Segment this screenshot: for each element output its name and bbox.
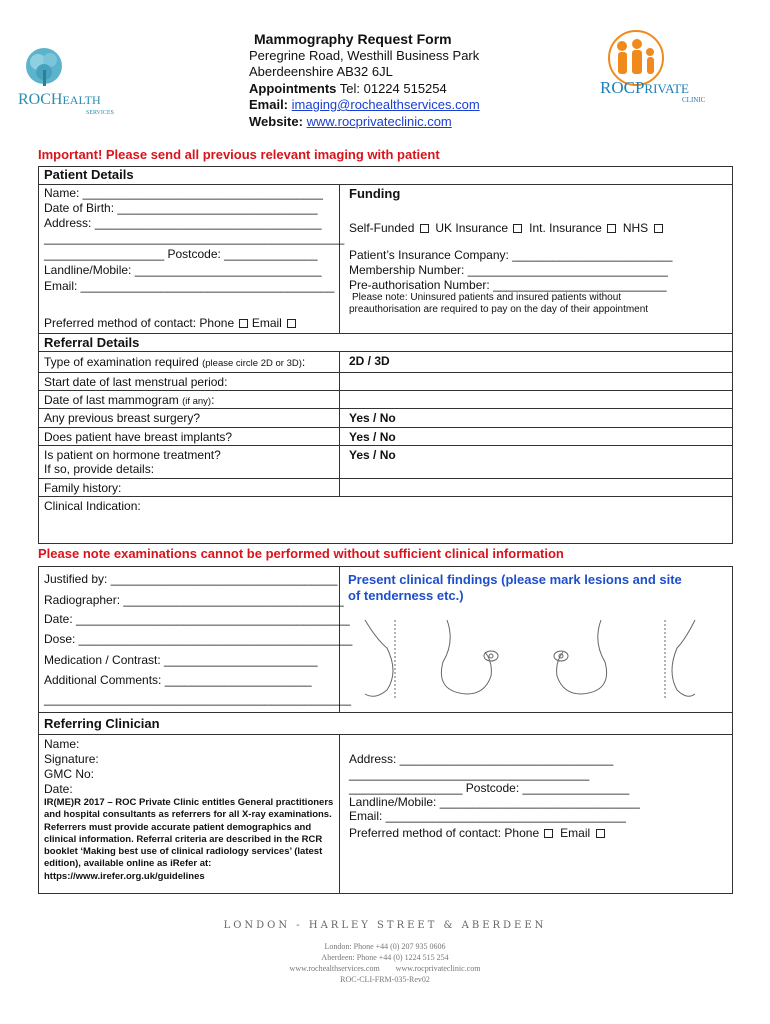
footer-aberdeen-phone: Aberdeen: Phone +44 (0) 1224 515 254 xyxy=(321,953,449,962)
patient-dob-field[interactable]: Date of Birth: ______________________________ xyxy=(44,201,318,215)
breast-implants-answer[interactable]: Yes / No xyxy=(349,430,396,444)
clinician-email-checkbox[interactable] xyxy=(596,829,605,838)
appointments-phone: Tel: 01224 515254 xyxy=(336,80,447,96)
divider xyxy=(38,372,733,373)
referral-details-heading: Referral Details xyxy=(44,335,140,350)
roc-private-logo xyxy=(596,30,724,110)
divider xyxy=(339,184,340,334)
breast-implants-question: Does patient have breast implants? xyxy=(44,430,233,444)
patient-postcode-field[interactable]: __________________ Postcode: ______________ xyxy=(44,247,318,261)
clinical-indication-field[interactable]: Clinical Indication: xyxy=(44,499,141,513)
clinician-gmc-field[interactable]: GMC No: xyxy=(44,767,95,781)
insurance-company-field[interactable]: Patient’s Insurance Company: ________________________ xyxy=(349,248,673,262)
footer-websites: www.rochealthservices.com www.rocprivateclinic.com xyxy=(289,964,481,973)
clinician-email-option-label: Email xyxy=(560,826,591,840)
last-mammogram-row[interactable] xyxy=(44,393,214,407)
clinical-findings-heading xyxy=(348,572,682,604)
clinician-preferred-contact xyxy=(349,826,605,840)
form-title: Mammography Request Form xyxy=(254,31,452,47)
email-checkbox[interactable] xyxy=(287,319,296,328)
exam-type-row xyxy=(44,355,305,369)
email-line xyxy=(249,97,480,114)
funding-note-line-1: Please note: Uninsured patients and insured patients without xyxy=(352,292,622,303)
irmer-statement: IR(ME)R 2017 – ROC Private Clinic entitles General practitioners and hospital consultants as referrers for all X-ray examinations. Referrers must provide accurate patient demographics and clinical information. Referral criteria are described in the RCR booklet ‘Making best use of clinical radiology services’ (latest edition), available online as iRefer at: https://www.irefer.org.uk/guidelines xyxy=(44,797,334,882)
exam-type-hint: (please circle 2D or 3D) xyxy=(202,358,302,369)
referring-clinician-heading: Referring Clinician xyxy=(44,716,160,731)
uk-insurance-checkbox[interactable] xyxy=(513,224,522,233)
appointments-label: Appointments xyxy=(249,80,337,96)
additional-comments-line-2[interactable]: ______________________________________________ xyxy=(44,692,351,706)
frontal-left-breast xyxy=(557,620,607,694)
clinician-landline-field[interactable]: Landline/Mobile: ______________________________ xyxy=(349,795,640,809)
roc-health-logo xyxy=(14,46,144,121)
breast-surgery-answer[interactable]: Yes / No xyxy=(349,411,396,425)
email-link[interactable]: imaging@rochealthservices.com xyxy=(291,97,480,112)
nhs-label: NHS xyxy=(622,221,649,235)
right-nipple xyxy=(484,651,498,661)
hormone-treatment-question: Is patient on hormone treatment? xyxy=(44,448,221,462)
patient-name-field[interactable]: Name: ____________________________________ xyxy=(44,186,323,200)
appointments-line xyxy=(249,81,480,98)
email-option-label: Email xyxy=(251,316,282,330)
svg-text:SERVICES: SERVICES xyxy=(86,110,114,116)
patient-preferred-contact xyxy=(44,316,296,330)
additional-comments-field[interactable]: Additional Comments: ______________________ xyxy=(44,673,312,687)
address-line-1: Peregrine Road, Westhill Business Park xyxy=(249,47,480,63)
divider xyxy=(38,351,733,352)
divider xyxy=(38,445,733,446)
clinician-name-field[interactable]: Name: xyxy=(44,737,80,751)
important-notice: Important! Please send all previous relevant imaging with patient xyxy=(38,147,440,162)
findings-heading-line-1: Present clinical findings (please mark lesions and site xyxy=(348,572,682,587)
membership-number-field[interactable]: Membership Number: ______________________________ xyxy=(349,263,668,277)
family-history-field[interactable]: Family history: xyxy=(44,481,122,495)
colon: : xyxy=(301,355,306,369)
funding-options xyxy=(349,221,663,235)
svg-text:CLINIC: CLINIC xyxy=(682,96,706,104)
divider xyxy=(38,408,733,409)
last-mammogram-label: Date of last mammogram xyxy=(44,393,179,407)
header-contact-block xyxy=(249,31,480,130)
divider xyxy=(339,351,340,496)
funding-heading: Funding xyxy=(349,186,401,201)
nhs-checkbox[interactable] xyxy=(654,224,663,233)
self-funded-label: Self-Funded xyxy=(349,221,415,235)
left-nipple xyxy=(554,651,568,661)
patient-email-field[interactable]: Email: ______________________________________ xyxy=(44,279,335,293)
address-line-2: Aberdeenshire AB32 6JL xyxy=(249,64,393,79)
findings-heading-line-2: of tenderness etc.) xyxy=(348,588,464,603)
divider xyxy=(38,496,733,497)
medication-contrast-field[interactable]: Medication / Contrast: _______________________ xyxy=(44,653,318,667)
patient-landline-field[interactable]: Landline/Mobile: ____________________________ xyxy=(44,263,322,277)
website-line xyxy=(249,114,480,131)
justification-date-field[interactable]: Date: _________________________________________ xyxy=(44,612,350,626)
website-label: Website: xyxy=(249,113,303,129)
svg-text:ROCPRIVATE: ROCPRIVATE xyxy=(600,78,689,97)
footer-locations: LONDON - HARLEY STREET & ABERDEEN xyxy=(223,920,547,931)
website-link[interactable]: www.rocprivateclinic.com xyxy=(306,113,452,129)
clinician-email-field[interactable]: Email: ____________________________________ xyxy=(349,809,626,823)
divider xyxy=(38,184,733,185)
divider xyxy=(38,333,733,334)
patient-address-line-2[interactable]: _____________________________________________ xyxy=(44,231,345,245)
patient-details-heading: Patient Details xyxy=(44,167,134,182)
colon: : xyxy=(211,393,215,407)
clinician-preferred-label: Preferred method of contact: Phone xyxy=(349,826,540,840)
last-menstrual-period-field[interactable]: Start date of last menstrual period: xyxy=(44,375,228,389)
breast-surgery-question: Any previous breast surgery? xyxy=(44,411,201,425)
right-nipple-center xyxy=(489,654,493,658)
divider xyxy=(38,712,733,713)
clinician-phone-checkbox[interactable] xyxy=(544,829,553,838)
int-insurance-label: Int. Insurance xyxy=(529,221,602,235)
uk-insurance-label: UK Insurance xyxy=(435,221,509,235)
clinician-date-field[interactable]: Date: xyxy=(44,782,73,796)
email-label: Email: xyxy=(249,97,289,112)
funding-note-line-2: preauthorisation are required to pay on the day of their appointment xyxy=(349,304,649,315)
preauthorisation-field[interactable]: Pre-authorisation Number: __________________________ xyxy=(349,278,667,292)
footer-form-reference: ROC-CLI-FRM-035-Rev02 xyxy=(340,975,430,984)
hormone-details-field[interactable]: If so, provide details: xyxy=(44,462,155,476)
divider xyxy=(38,478,733,479)
clinician-address-line-2[interactable]: ____________________________________ xyxy=(349,767,590,781)
svg-text:ROCHEALTH: ROCHEALTH xyxy=(18,91,101,108)
self-funded-checkbox[interactable] xyxy=(420,224,429,233)
right-lateral-outline xyxy=(365,620,393,696)
phone-checkbox[interactable] xyxy=(239,319,248,328)
int-insurance-checkbox[interactable] xyxy=(607,224,616,233)
hormone-treatment-answer[interactable]: Yes / No xyxy=(349,448,396,462)
divider xyxy=(38,734,733,735)
clinical-info-notice: Please note examinations cannot be performed without sufficient clinical information xyxy=(38,546,564,561)
last-mammogram-hint: (if any) xyxy=(182,396,212,407)
justified-by-field[interactable]: Justified by: __________________________________ xyxy=(44,572,338,586)
exam-type-label: Type of examination required xyxy=(44,355,199,369)
clinician-postcode-field[interactable]: _________________ Postcode: ________________ xyxy=(349,781,630,795)
divider xyxy=(38,427,733,428)
radiographer-field[interactable]: Radiographer: _________________________________ xyxy=(44,593,344,607)
exam-type-answer[interactable]: 2D / 3D xyxy=(349,354,390,368)
clinician-signature-field[interactable]: Signature: xyxy=(44,752,99,766)
clinician-address-field[interactable]: Address: ________________________________ xyxy=(349,752,614,766)
left-lateral-outline xyxy=(672,620,695,696)
divider xyxy=(38,390,733,391)
preferred-contact-label: Preferred method of contact: Phone xyxy=(44,316,235,330)
patient-address-field[interactable]: Address: __________________________________ xyxy=(44,216,322,230)
footer-london-phone: London: Phone +44 (0) 207 935 0606 xyxy=(324,942,446,951)
breast-diagram[interactable] xyxy=(355,612,725,704)
dose-field[interactable]: Dose: _________________________________________ xyxy=(44,632,353,646)
form-header xyxy=(0,0,770,145)
